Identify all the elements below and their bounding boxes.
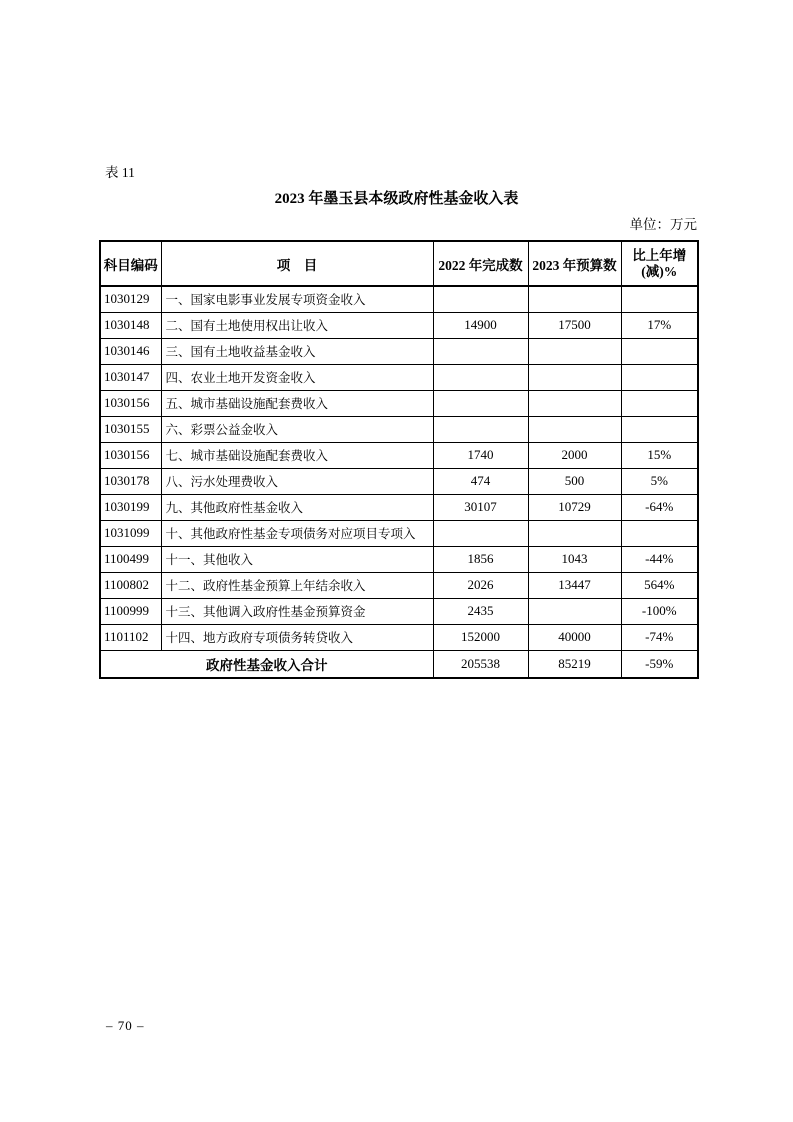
growth-pct: -44% bbox=[621, 546, 698, 572]
value-2022 bbox=[433, 338, 528, 364]
value-2022: 474 bbox=[433, 468, 528, 494]
subject-code: 1030155 bbox=[100, 416, 161, 442]
item-name: 十四、地方政府专项债务转贷收入 bbox=[161, 624, 433, 650]
value-2022: 152000 bbox=[433, 624, 528, 650]
total-growth-pct: -59% bbox=[621, 650, 698, 678]
total-2022: 205538 bbox=[433, 650, 528, 678]
value-2023: 1043 bbox=[528, 546, 621, 572]
item-name: 三、国有土地收益基金收入 bbox=[161, 338, 433, 364]
total-2023: 85219 bbox=[528, 650, 621, 678]
value-2022: 1856 bbox=[433, 546, 528, 572]
subject-code: 1030146 bbox=[100, 338, 161, 364]
subject-code: 1030156 bbox=[100, 390, 161, 416]
value-2023: 2000 bbox=[528, 442, 621, 468]
table-row bbox=[100, 520, 698, 546]
value-2023 bbox=[528, 338, 621, 364]
value-2023 bbox=[528, 364, 621, 390]
table-row bbox=[100, 468, 698, 494]
item-name: 十三、其他调入政府性基金预算资金 bbox=[161, 598, 433, 624]
value-2022: 2435 bbox=[433, 598, 528, 624]
table-row bbox=[100, 442, 698, 468]
item-name: 五、城市基础设施配套费收入 bbox=[161, 390, 433, 416]
item-name: 九、其他政府性基金收入 bbox=[161, 494, 433, 520]
growth-pct bbox=[621, 338, 698, 364]
growth-pct: 17% bbox=[621, 312, 698, 338]
subject-code: 1100499 bbox=[100, 546, 161, 572]
value-2022 bbox=[433, 364, 528, 390]
subject-code: 1030147 bbox=[100, 364, 161, 390]
subject-code: 1030178 bbox=[100, 468, 161, 494]
item-name: 十、其他政府性基金专项债务对应项目专项入 bbox=[161, 520, 433, 546]
subject-code: 1030148 bbox=[100, 312, 161, 338]
fund-income-table bbox=[99, 240, 699, 679]
table-row bbox=[100, 546, 698, 572]
growth-pct: 15% bbox=[621, 442, 698, 468]
growth-pct: -100% bbox=[621, 598, 698, 624]
value-2022 bbox=[433, 416, 528, 442]
subject-code: 1030199 bbox=[100, 494, 161, 520]
total-label: 政府性基金收入合计 bbox=[100, 650, 433, 678]
value-2023 bbox=[528, 520, 621, 546]
growth-pct bbox=[621, 520, 698, 546]
value-2023 bbox=[528, 390, 621, 416]
value-2022: 30107 bbox=[433, 494, 528, 520]
subject-code: 1031099 bbox=[100, 520, 161, 546]
growth-pct bbox=[621, 364, 698, 390]
item-name: 一、国家电影事业发展专项资金收入 bbox=[161, 286, 433, 312]
value-2023 bbox=[528, 598, 621, 624]
table-number-label: 表 11 bbox=[105, 165, 135, 180]
table-row bbox=[100, 312, 698, 338]
item-name: 十一、其他收入 bbox=[161, 546, 433, 572]
growth-pct: -74% bbox=[621, 624, 698, 650]
value-2023 bbox=[528, 416, 621, 442]
value-2023: 40000 bbox=[528, 624, 621, 650]
subject-code: 1100802 bbox=[100, 572, 161, 598]
table-row bbox=[100, 416, 698, 442]
growth-pct bbox=[621, 416, 698, 442]
value-2023: 13447 bbox=[528, 572, 621, 598]
col-header-growth bbox=[621, 241, 698, 286]
growth-pct bbox=[621, 286, 698, 312]
growth-pct: -64% bbox=[621, 494, 698, 520]
table-row bbox=[100, 494, 698, 520]
col-header-2023-budget: 2023 年预算数 bbox=[528, 241, 621, 286]
value-2023 bbox=[528, 286, 621, 312]
value-2023: 10729 bbox=[528, 494, 621, 520]
unit-note: 单位：万元 bbox=[629, 217, 697, 232]
value-2022 bbox=[433, 520, 528, 546]
growth-pct: 5% bbox=[621, 468, 698, 494]
item-name: 七、城市基础设施配套费收入 bbox=[161, 442, 433, 468]
table-row bbox=[100, 390, 698, 416]
value-2022: 2026 bbox=[433, 572, 528, 598]
growth-header-line1: 比上年增 bbox=[632, 247, 687, 263]
subject-code: 1100999 bbox=[100, 598, 161, 624]
subject-code: 1030156 bbox=[100, 442, 161, 468]
page-number: – 70 – bbox=[106, 1018, 145, 1033]
page-title: 2023 年墨玉县本级政府性基金收入表 bbox=[274, 191, 519, 207]
table-row bbox=[100, 572, 698, 598]
item-name: 十二、政府性基金预算上年结余收入 bbox=[161, 572, 433, 598]
growth-header-line2: (减)% bbox=[641, 263, 678, 279]
value-2023: 500 bbox=[528, 468, 621, 494]
col-header-subject-code: 科目编码 bbox=[100, 241, 161, 286]
table-row bbox=[100, 364, 698, 390]
col-header-2022-actual: 2022 年完成数 bbox=[433, 241, 528, 286]
total-row bbox=[100, 650, 698, 678]
table-header-row bbox=[100, 241, 698, 286]
table-row bbox=[100, 624, 698, 650]
value-2022 bbox=[433, 390, 528, 416]
subject-code: 1030129 bbox=[100, 286, 161, 312]
value-2022 bbox=[433, 286, 528, 312]
value-2023: 17500 bbox=[528, 312, 621, 338]
subject-code: 1101102 bbox=[100, 624, 161, 650]
growth-pct bbox=[621, 390, 698, 416]
item-name: 八、污水处理费收入 bbox=[161, 468, 433, 494]
table-row bbox=[100, 598, 698, 624]
item-name: 六、彩票公益金收入 bbox=[161, 416, 433, 442]
value-2022: 14900 bbox=[433, 312, 528, 338]
col-header-item: 项 目 bbox=[161, 241, 433, 286]
item-name: 四、农业土地开发资金收入 bbox=[161, 364, 433, 390]
table-row bbox=[100, 286, 698, 312]
item-name: 二、国有土地使用权出让收入 bbox=[161, 312, 433, 338]
table-row bbox=[100, 338, 698, 364]
growth-pct: 564% bbox=[621, 572, 698, 598]
value-2022: 1740 bbox=[433, 442, 528, 468]
